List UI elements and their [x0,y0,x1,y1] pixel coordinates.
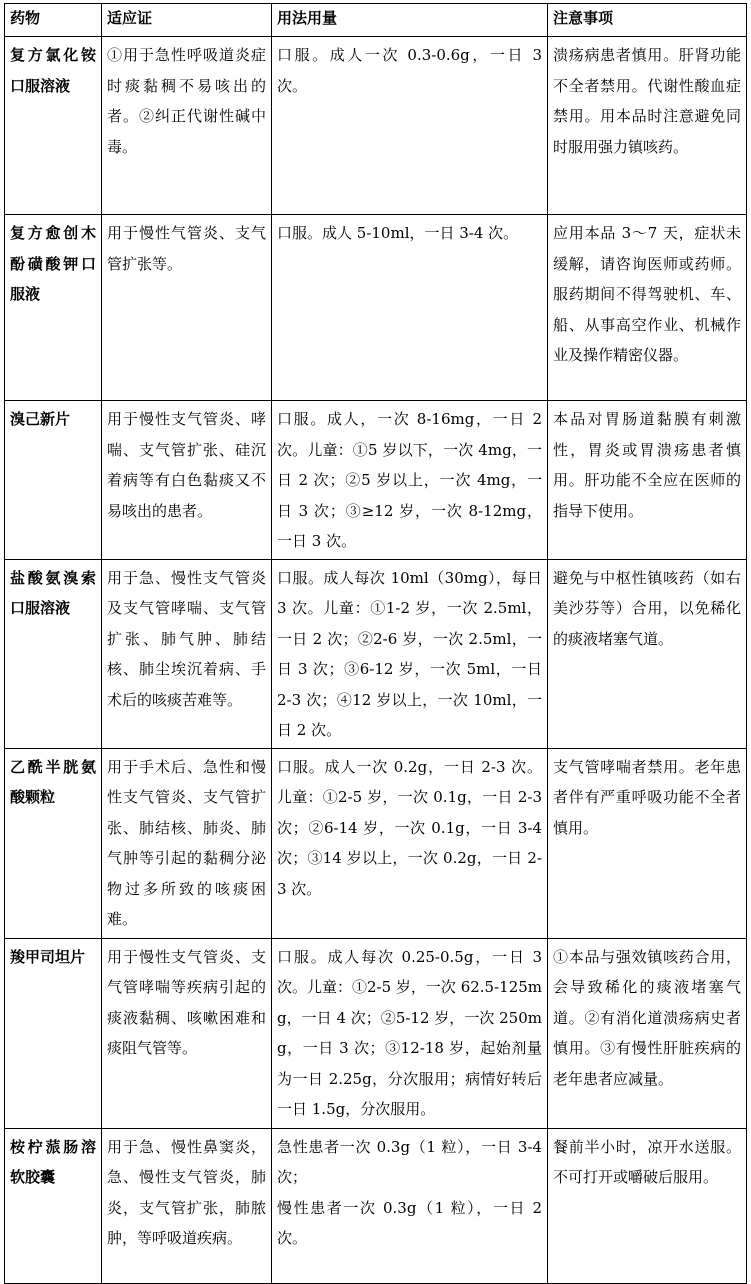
header-usage: 用法用量 [272,4,548,37]
notes-cell: 避免与中枢性镇咳药（如右美沙芬等）合用，以免稀化的痰液堵塞气道。 [548,559,747,748]
drug-name-cell: 乙酰半胱氨酸颗粒 [5,748,102,938]
indication-cell: 用于慢性气管炎、支气管扩张等。 [102,215,272,401]
header-indication: 适应证 [102,4,272,37]
usage-cell [272,215,548,401]
notes-cell: 支气管哮喘者禁用。老年患者伴有严重呼吸功能不全者慎用。 [548,748,747,938]
usage-line: 口服。成人，一次 8-16mg，一日 2 次。儿童：①5 岁以下，一次 4mg，一日 2 次；②5 岁以上，一次 4mg，一日 3 次；③≥12 岁，一次 8-12mg，一日 3 次。 [277,410,542,550]
header-drug: 药物 [5,4,102,37]
drug-name-cell: 羧甲司坦片 [5,938,102,1128]
usage-cell [272,401,548,560]
notes-cell: ①本品与强效镇咳药合用，会导致稀化的痰液堵塞气道。②有消化道溃疡病史者慎用。③有慢性肝脏疾病的老年患者应减量。 [548,938,747,1128]
indication-cell: 用于急、慢性鼻窦炎，急、慢性支气管炎，肺炎，支气管扩张，肺脓肿，等呼吸道疾病。 [102,1128,272,1283]
drug-name-cell: 复方氯化铵口服溶液 [5,37,102,215]
table-header-row [5,4,747,37]
usage-line: 口服。成人每次 10ml（30mg），每日 3 次。儿童：①1-2 岁，一次 2.5ml，一日 2 次；②2-6 岁，一次 2.5ml，一日 3 次；③6-12 岁，一次 5ml，一日 2-3 次；④12 岁以上，一次 10ml，一日 2 次。 [277,568,542,739]
indication-cell: 用于慢性支气管炎、哮喘、支气管扩张、硅沉着病等有白色黏痰又不易咳出的患者。 [102,401,272,560]
table-row [5,748,747,938]
notes-cell: 本品对胃肠道黏膜有刺激性，胃炎或胃溃疡患者慎用。肝功能不全应在医师的指导下使用。 [548,401,747,560]
indication-cell: 用于慢性支气管炎、支气管哮喘等疾病引起的痰液黏稠、咳嗽困难和痰阻气管等。 [102,938,272,1128]
expectorant-drug-table [4,3,747,1284]
indication-cell: 用于手术后、急性和慢性支气管炎、支气管扩张、肺结核、肺炎、肺气肿等引起的黏稠分泌物过多所致的咳痰困难。 [102,748,272,938]
table-row [5,37,747,215]
table-row [5,401,747,560]
indication-cell: 用于急、慢性支气管炎及支气管哮喘、支气管扩张、肺气肿、肺结核、肺尘埃沉着病、手术后的咳痰苦难等。 [102,559,272,748]
table-row [5,559,747,748]
usage-line: 口服。成人一次 0.2g，一日 2-3 次。儿童：①2-5 岁，一次 0.1g，一日 2-3 次；②6-14 岁，一次 0.1g，一日 3-4 次；③14 岁以上，一次 0.2g，一日 2-3 次。 [277,757,542,898]
table-row [5,938,747,1128]
usage-line: 慢性患者一次 0.3g（1 粒），一日 2 次。 [277,1198,542,1247]
usage-cell [272,938,548,1128]
usage-line: 急性患者一次 0.3g（1 粒），一日 3-4 次； [277,1137,542,1186]
table-row [5,215,747,401]
drug-name-cell: 溴己新片 [5,401,102,560]
usage-cell [272,559,548,748]
usage-cell [272,1128,548,1283]
usage-line: 口服。成人每次 0.25-0.5g，一日 3 次。儿童：①2-5 岁，一次 62.5-125mg，一日 4 次；②5-12 岁，一次 250mg，一日 3 次；③12-18 岁，起始剂量为一日 2.25g，分次服用；病情好转后一日 1.5g，分次服用。 [277,947,543,1118]
drug-name-cell: 盐酸氨溴索口服溶液 [5,559,102,748]
usage-line: 口服。成人一次 0.3-0.6g，一日 3 次。 [277,46,542,95]
usage-line: 口服。成人 5-10ml，一日 3-4 次。 [277,224,519,242]
notes-cell: 应用本品 3～7 天，症状未缓解，请咨询医师或药师。服药期间不得驾驶机、车、船、从事高空作业、机械作业及操作精密仪器。 [548,215,747,401]
notes-cell: 溃疡病患者慎用。肝肾功能不全者禁用。代谢性酸血症禁用。用本品时注意避免同时服用强力镇咳药。 [548,37,747,215]
usage-cell [272,37,548,215]
indication-cell: ①用于急性呼吸道炎症时痰黏稠不易咳出的者。②纠正代谢性碱中毒。 [102,37,272,215]
drug-name-cell: 桉柠蒎肠溶软胶囊 [5,1128,102,1283]
drug-name-cell: 复方愈创木酚磺酸钾口服液 [5,215,102,401]
table-row [5,1128,747,1283]
header-notes: 注意事项 [548,4,747,37]
usage-cell [272,748,548,938]
notes-cell: 餐前半小时，凉开水送服。不可打开或嚼破后服用。 [548,1128,747,1283]
